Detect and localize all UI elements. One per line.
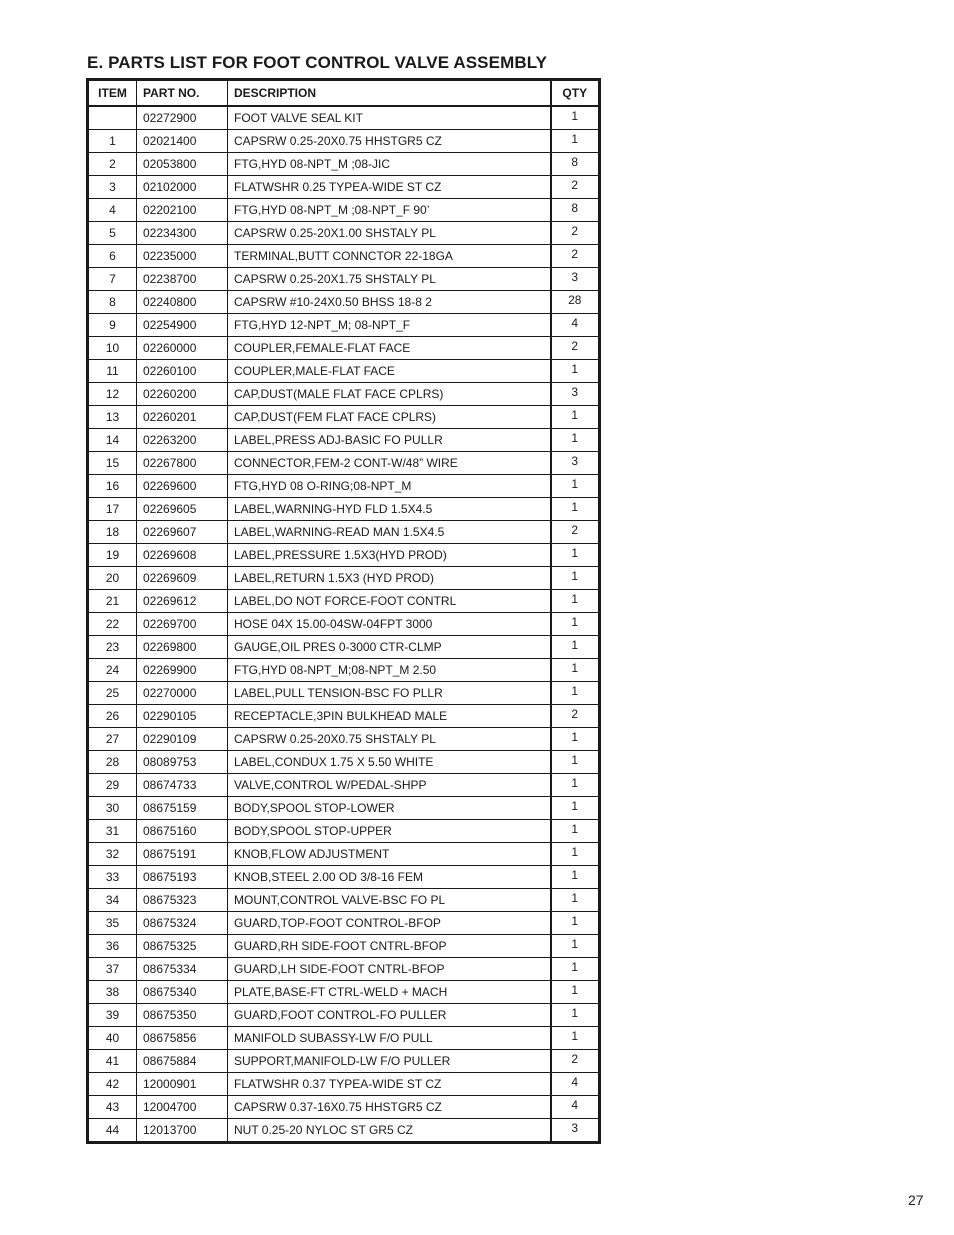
quantity-cell (551, 521, 600, 544)
column-header-qty: QTY (551, 80, 600, 107)
quantity-cell (551, 314, 600, 337)
description-cell: CONNECTOR,FEM-2 CONT-W/48” WIRE (228, 452, 551, 475)
item-cell: 25 (88, 682, 137, 705)
part-number-cell: 02263200 (137, 429, 228, 452)
quantity-value: 1 (571, 431, 579, 445)
item-cell: 43 (88, 1096, 137, 1119)
table-row (88, 659, 600, 682)
table-row (88, 705, 600, 728)
table-row (88, 820, 600, 843)
page-number: 27 (908, 1192, 924, 1208)
quantity-value: 3 (571, 270, 579, 284)
part-number-cell: 08675159 (137, 797, 228, 820)
part-number-cell: 08675193 (137, 866, 228, 889)
quantity-cell (551, 590, 600, 613)
part-number-cell: 02269600 (137, 475, 228, 498)
table-row (88, 567, 600, 590)
item-cell (88, 106, 137, 130)
item-cell: 31 (88, 820, 137, 843)
description-cell: FTG,HYD 08-NPT_M;08-NPT_M 2.50 (228, 659, 551, 682)
quantity-cell (551, 222, 600, 245)
description-cell: GUARD,RH SIDE-FOOT CNTRL-BFOP (228, 935, 551, 958)
table-row (88, 1119, 600, 1143)
part-number-cell: 08675856 (137, 1027, 228, 1050)
quantity-value: 1 (571, 661, 579, 675)
part-number-cell: 02269608 (137, 544, 228, 567)
part-number-cell: 12004700 (137, 1096, 228, 1119)
table-row (88, 981, 600, 1004)
description-cell: FLATWSHR 0.25 TYPEA-WIDE ST CZ (228, 176, 551, 199)
part-number-cell: 02053800 (137, 153, 228, 176)
quantity-cell (551, 866, 600, 889)
quantity-cell (551, 176, 600, 199)
item-cell: 17 (88, 498, 137, 521)
item-cell: 9 (88, 314, 137, 337)
table-row (88, 682, 600, 705)
table-row (88, 153, 600, 176)
quantity-cell (551, 1004, 600, 1027)
description-cell: FTG,HYD 08 O-RING;08-NPT_M (228, 475, 551, 498)
item-cell: 29 (88, 774, 137, 797)
part-number-cell: 12013700 (137, 1119, 228, 1143)
quantity-value: 1 (571, 845, 579, 859)
table-row (88, 130, 600, 153)
table-row (88, 797, 600, 820)
quantity-cell (551, 935, 600, 958)
part-number-cell: 02269800 (137, 636, 228, 659)
item-cell: 15 (88, 452, 137, 475)
item-cell: 26 (88, 705, 137, 728)
quantity-value: 4 (571, 1098, 579, 1112)
quantity-value: 2 (571, 178, 579, 192)
item-cell: 5 (88, 222, 137, 245)
description-cell: MOUNT,CONTROL VALVE-BSC FO PL (228, 889, 551, 912)
item-cell: 34 (88, 889, 137, 912)
quantity-value: 1 (571, 983, 579, 997)
quantity-value: 1 (571, 799, 579, 813)
table-row (88, 406, 600, 429)
table-row (88, 636, 600, 659)
part-number-cell: 02269612 (137, 590, 228, 613)
description-cell: FTG,HYD 08-NPT_M ;08-JIC (228, 153, 551, 176)
description-cell: NUT 0.25-20 NYLOC ST GR5 CZ (228, 1119, 551, 1143)
description-cell: BODY,SPOOL STOP-UPPER (228, 820, 551, 843)
quantity-cell (551, 429, 600, 452)
item-cell: 10 (88, 337, 137, 360)
item-cell: 24 (88, 659, 137, 682)
part-number-cell: 02290109 (137, 728, 228, 751)
quantity-value: 3 (571, 385, 579, 399)
part-number-cell: 08675884 (137, 1050, 228, 1073)
quantity-value: 1 (571, 109, 579, 123)
table-row (88, 728, 600, 751)
part-number-cell: 02270000 (137, 682, 228, 705)
quantity-value: 2 (571, 247, 579, 261)
table-row (88, 866, 600, 889)
description-cell: HOSE 04X 15.00-04SW-04FPT 3000 (228, 613, 551, 636)
description-cell: CAPSRW 0.25-20X0.75 HHSTGR5 CZ (228, 130, 551, 153)
quantity-value: 2 (571, 1052, 579, 1066)
quantity-cell (551, 475, 600, 498)
description-cell: LABEL,PRESS ADJ-BASIC FO PULLR (228, 429, 551, 452)
quantity-cell (551, 268, 600, 291)
part-number-cell: 02202100 (137, 199, 228, 222)
table-row (88, 774, 600, 797)
description-cell: CAPSRW #10-24X0.50 BHSS 18-8 2 (228, 291, 551, 314)
table-row (88, 843, 600, 866)
quantity-cell (551, 981, 600, 1004)
part-number-cell: 02235000 (137, 245, 228, 268)
description-cell: CAPSRW 0.25-20X0.75 SHSTALY PL (228, 728, 551, 751)
item-cell: 13 (88, 406, 137, 429)
part-number-cell: 08675325 (137, 935, 228, 958)
item-cell: 41 (88, 1050, 137, 1073)
quantity-cell (551, 199, 600, 222)
quantity-cell (551, 452, 600, 475)
quantity-value: 1 (571, 569, 579, 583)
item-cell: 28 (88, 751, 137, 774)
quantity-cell (551, 820, 600, 843)
item-cell: 16 (88, 475, 137, 498)
quantity-cell (551, 106, 600, 130)
quantity-value: 8 (571, 201, 579, 215)
quantity-cell (551, 728, 600, 751)
description-cell: SUPPORT,MANIFOLD-LW F/O PULLER (228, 1050, 551, 1073)
part-number-cell: 08675324 (137, 912, 228, 935)
quantity-cell (551, 130, 600, 153)
table-row (88, 314, 600, 337)
item-cell: 40 (88, 1027, 137, 1050)
description-cell: GUARD,FOOT CONTROL-FO PULLER (228, 1004, 551, 1027)
description-cell: FLATWSHR 0.37 TYPEA-WIDE ST CZ (228, 1073, 551, 1096)
item-cell: 37 (88, 958, 137, 981)
item-cell: 3 (88, 176, 137, 199)
item-cell: 8 (88, 291, 137, 314)
quantity-cell (551, 751, 600, 774)
item-cell: 4 (88, 199, 137, 222)
description-cell: CAP,DUST(FEM FLAT FACE CPLRS) (228, 406, 551, 429)
quantity-cell (551, 337, 600, 360)
description-cell: LABEL,PULL TENSION-BSC FO PLLR (228, 682, 551, 705)
column-header-description: DESCRIPTION (228, 80, 551, 107)
description-cell: KNOB,FLOW ADJUSTMENT (228, 843, 551, 866)
section-title: E. PARTS LIST FOR FOOT CONTROL VALVE ASSEMBLY (87, 53, 548, 72)
column-header-part-no: PART NO. (137, 80, 228, 107)
part-number-cell: 02267800 (137, 452, 228, 475)
quantity-cell (551, 406, 600, 429)
quantity-value: 1 (571, 132, 579, 146)
description-cell: FTG,HYD 08-NPT_M ;08-NPT_F 90’ (228, 199, 551, 222)
quantity-cell (551, 498, 600, 521)
quantity-value: 1 (571, 914, 579, 928)
quantity-cell (551, 705, 600, 728)
part-number-cell: 02269700 (137, 613, 228, 636)
quantity-value: 1 (571, 937, 579, 951)
description-cell: FOOT VALVE SEAL KIT (228, 106, 551, 130)
quantity-value: 1 (571, 960, 579, 974)
table-row (88, 1073, 600, 1096)
table-row (88, 590, 600, 613)
quantity-cell (551, 958, 600, 981)
table-row (88, 912, 600, 935)
item-cell: 1 (88, 130, 137, 153)
item-cell: 22 (88, 613, 137, 636)
item-cell: 21 (88, 590, 137, 613)
parts-list-table (86, 78, 601, 1144)
table-row (88, 429, 600, 452)
quantity-value: 1 (571, 776, 579, 790)
description-cell: PLATE,BASE-FT CTRL-WELD + MACH (228, 981, 551, 1004)
parts-table-body (88, 106, 600, 1143)
item-cell: 27 (88, 728, 137, 751)
table-row (88, 199, 600, 222)
column-header-item: ITEM (88, 80, 137, 107)
description-cell: COUPLER,FEMALE-FLAT FACE (228, 337, 551, 360)
quantity-cell (551, 889, 600, 912)
quantity-cell (551, 682, 600, 705)
description-cell: LABEL,DO NOT FORCE-FOOT CONTRL (228, 590, 551, 613)
table-row (88, 544, 600, 567)
part-number-cell: 02260100 (137, 360, 228, 383)
item-cell: 20 (88, 567, 137, 590)
part-number-cell: 12000901 (137, 1073, 228, 1096)
part-number-cell: 08675340 (137, 981, 228, 1004)
quantity-value: 1 (571, 684, 579, 698)
quantity-value: 1 (571, 753, 579, 767)
item-cell: 12 (88, 383, 137, 406)
part-number-cell: 08675350 (137, 1004, 228, 1027)
part-number-cell: 02260201 (137, 406, 228, 429)
quantity-value: 1 (571, 546, 579, 560)
part-number-cell: 02269609 (137, 567, 228, 590)
item-cell: 18 (88, 521, 137, 544)
table-row (88, 935, 600, 958)
quantity-value: 3 (571, 1121, 579, 1135)
table-row (88, 176, 600, 199)
item-cell: 7 (88, 268, 137, 291)
description-cell: COUPLER,MALE-FLAT FACE (228, 360, 551, 383)
table-row (88, 337, 600, 360)
table-row (88, 521, 600, 544)
table-row (88, 1050, 600, 1073)
quantity-value: 2 (571, 707, 579, 721)
table-row (88, 889, 600, 912)
quantity-cell (551, 1027, 600, 1050)
table-row (88, 1004, 600, 1027)
part-number-cell: 02260000 (137, 337, 228, 360)
description-cell: CAPSRW 0.25-20X1.00 SHSTALY PL (228, 222, 551, 245)
description-cell: MANIFOLD SUBASSY-LW F/O PULL (228, 1027, 551, 1050)
quantity-value: 1 (571, 730, 579, 744)
description-cell: GAUGE,OIL PRES 0-3000 CTR-CLMP (228, 636, 551, 659)
table-row (88, 498, 600, 521)
quantity-value: 4 (571, 1075, 579, 1089)
table-row (88, 751, 600, 774)
description-cell: LABEL,RETURN 1.5X3 (HYD PROD) (228, 567, 551, 590)
quantity-cell (551, 912, 600, 935)
table-header-row (88, 80, 600, 107)
table-row (88, 475, 600, 498)
item-cell: 19 (88, 544, 137, 567)
quantity-cell (551, 1119, 600, 1143)
quantity-value: 8 (571, 155, 579, 169)
item-cell: 11 (88, 360, 137, 383)
item-cell: 35 (88, 912, 137, 935)
part-number-cell: 08674733 (137, 774, 228, 797)
item-cell: 23 (88, 636, 137, 659)
quantity-cell (551, 383, 600, 406)
item-cell: 36 (88, 935, 137, 958)
quantity-value: 1 (571, 1029, 579, 1043)
table-row (88, 291, 600, 314)
table-row (88, 245, 600, 268)
quantity-cell (551, 291, 600, 314)
part-number-cell: 08675160 (137, 820, 228, 843)
quantity-cell (551, 659, 600, 682)
table-row (88, 1096, 600, 1119)
part-number-cell: 08675191 (137, 843, 228, 866)
part-number-cell: 02021400 (137, 130, 228, 153)
quantity-cell (551, 613, 600, 636)
description-cell: RECEPTACLE,3PIN BULKHEAD MALE (228, 705, 551, 728)
description-cell: LABEL,PRESSURE 1.5X3(HYD PROD) (228, 544, 551, 567)
table-row (88, 383, 600, 406)
quantity-cell (551, 567, 600, 590)
quantity-cell (551, 153, 600, 176)
description-cell: KNOB,STEEL 2.00 OD 3/8-16 FEM (228, 866, 551, 889)
quantity-value: 3 (571, 454, 579, 468)
table-row (88, 106, 600, 130)
quantity-value: 1 (571, 891, 579, 905)
quantity-cell (551, 245, 600, 268)
description-cell: CAPSRW 0.37-16X0.75 HHSTGR5 CZ (228, 1096, 551, 1119)
quantity-cell (551, 774, 600, 797)
table-row (88, 1027, 600, 1050)
part-number-cell: 02260200 (137, 383, 228, 406)
part-number-cell: 02240800 (137, 291, 228, 314)
part-number-cell: 02269605 (137, 498, 228, 521)
quantity-value: 1 (571, 477, 579, 491)
quantity-value: 2 (571, 224, 579, 238)
quantity-value: 1 (571, 822, 579, 836)
quantity-cell (551, 544, 600, 567)
quantity-cell (551, 636, 600, 659)
part-number-cell: 02102000 (137, 176, 228, 199)
table-row (88, 268, 600, 291)
quantity-value: 1 (571, 615, 579, 629)
quantity-value: 1 (571, 592, 579, 606)
quantity-cell (551, 843, 600, 866)
description-cell: GUARD,LH SIDE-FOOT CNTRL-BFOP (228, 958, 551, 981)
quantity-value: 1 (571, 408, 579, 422)
part-number-cell: 02269607 (137, 521, 228, 544)
item-cell: 2 (88, 153, 137, 176)
table-row (88, 452, 600, 475)
item-cell: 30 (88, 797, 137, 820)
quantity-value: 28 (568, 293, 582, 307)
description-cell: VALVE,CONTROL W/PEDAL-SHPP (228, 774, 551, 797)
quantity-cell (551, 797, 600, 820)
description-cell: GUARD,TOP-FOOT CONTROL-BFOP (228, 912, 551, 935)
description-cell: LABEL,CONDUX 1.75 X 5.50 WHITE (228, 751, 551, 774)
item-cell: 32 (88, 843, 137, 866)
part-number-cell: 08675323 (137, 889, 228, 912)
description-cell: FTG,HYD 12-NPT_M; 08-NPT_F (228, 314, 551, 337)
description-cell: LABEL,WARNING-READ MAN 1.5X4.5 (228, 521, 551, 544)
quantity-value: 4 (571, 316, 579, 330)
quantity-cell (551, 360, 600, 383)
item-cell: 14 (88, 429, 137, 452)
part-number-cell: 08675334 (137, 958, 228, 981)
part-number-cell: 02290105 (137, 705, 228, 728)
part-number-cell: 02272900 (137, 106, 228, 130)
quantity-cell (551, 1073, 600, 1096)
part-number-cell: 02234300 (137, 222, 228, 245)
part-number-cell: 02238700 (137, 268, 228, 291)
table-row (88, 613, 600, 636)
quantity-value: 2 (571, 523, 579, 537)
description-cell: CAP,DUST(MALE FLAT FACE CPLRS) (228, 383, 551, 406)
table-row (88, 958, 600, 981)
item-cell: 44 (88, 1119, 137, 1143)
description-cell: BODY,SPOOL STOP-LOWER (228, 797, 551, 820)
item-cell: 39 (88, 1004, 137, 1027)
quantity-value: 1 (571, 868, 579, 882)
part-number-cell: 08089753 (137, 751, 228, 774)
quantity-cell (551, 1096, 600, 1119)
part-number-cell: 02254900 (137, 314, 228, 337)
table-row (88, 222, 600, 245)
item-cell: 38 (88, 981, 137, 1004)
quantity-value: 1 (571, 638, 579, 652)
quantity-value: 1 (571, 1006, 579, 1020)
description-cell: TERMINAL,BUTT CONNCTOR 22-18GA (228, 245, 551, 268)
quantity-value: 1 (571, 500, 579, 514)
item-cell: 33 (88, 866, 137, 889)
description-cell: CAPSRW 0.25-20X1.75 SHSTALY PL (228, 268, 551, 291)
item-cell: 6 (88, 245, 137, 268)
table-row (88, 360, 600, 383)
quantity-value: 1 (571, 362, 579, 376)
description-cell: LABEL,WARNING-HYD FLD 1.5X4.5 (228, 498, 551, 521)
quantity-cell (551, 1050, 600, 1073)
quantity-value: 2 (571, 339, 579, 353)
item-cell: 42 (88, 1073, 137, 1096)
part-number-cell: 02269900 (137, 659, 228, 682)
